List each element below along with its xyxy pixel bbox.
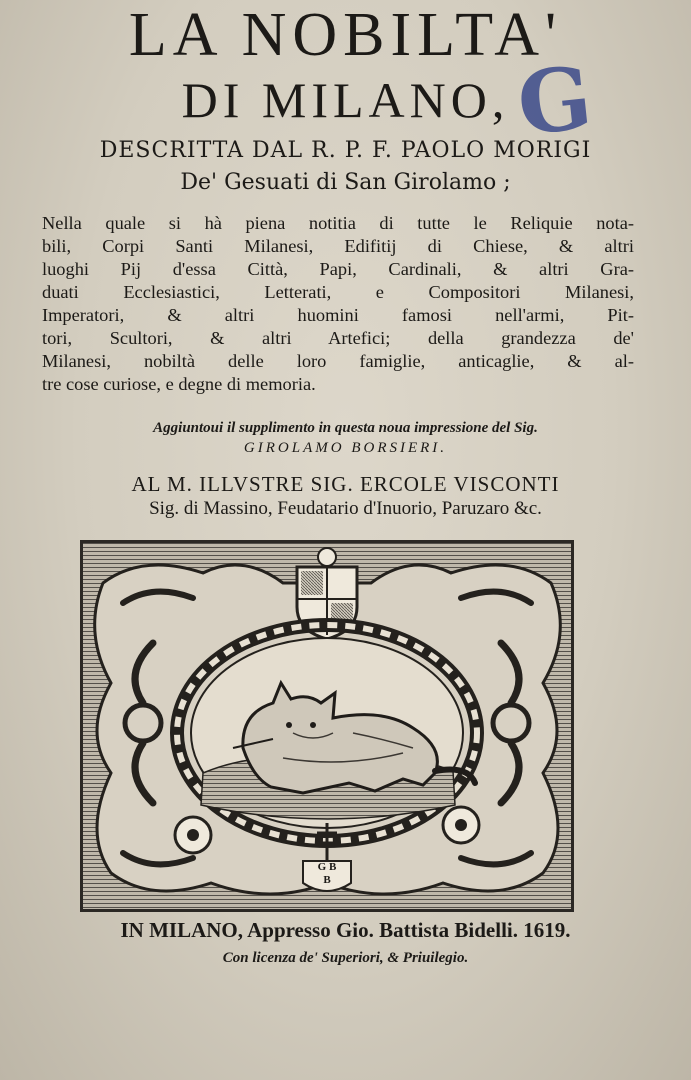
description-line: Imperatori, & altri huomini famosi nell'armi, Pit- xyxy=(42,305,634,325)
dedication-line: AL M. ILLVSTRE SIG. ERCOLE VISCONTI xyxy=(131,472,560,496)
description-line: Milanesi, nobiltà delle loro famiglie, anticaglie, & al- xyxy=(42,351,634,371)
description-line: Nella quale si hà piena notitia di tutte le Reliquie nota- xyxy=(42,213,634,233)
engraved-cartouche xyxy=(80,540,574,912)
rose-ornament-left xyxy=(175,817,211,853)
title-line-1: LA NOBILTA' xyxy=(128,1,563,69)
library-stamp: G xyxy=(513,47,597,156)
monogram xyxy=(299,861,355,887)
rose-ornament-right xyxy=(443,807,479,843)
imprint-line: IN MILANO, Appresso Gio. Battista Bidelli. 1619. xyxy=(120,918,571,942)
supplement-author: GIROLAMO BORSIERI. xyxy=(243,440,448,456)
author-line: DESCRITTA DAL R. P. F. PAOLO MORIGI xyxy=(99,138,592,163)
monogram-letter: G xyxy=(317,861,327,873)
description-line: luoghi Pij d'essa Città, Papi, Cardinali, & altri Gra- xyxy=(42,259,634,279)
cartouche-engraving xyxy=(83,543,571,909)
description-paragraph xyxy=(42,212,634,396)
monogram-letter: B xyxy=(323,874,331,886)
description-line: tori, Scultori, & altri Artefici; della grandezza de' xyxy=(42,328,634,348)
description-line: bili, Corpi Santi Milanesi, Edifitij di Chiese, & altri xyxy=(42,236,634,256)
description-line: duati Ecclesiastici, Letterati, e Compositori Milanesi, xyxy=(42,282,634,302)
license-line: Con licenza de' Superiori, & Priuilegio. xyxy=(222,950,469,966)
monogram-letter: B xyxy=(328,861,337,873)
author-order-line: De' Gesuati di San Girolamo ; xyxy=(180,170,511,195)
dedication-titles: Sig. di Massino, Feudatario d'Inuorio, Paruzaro &c. xyxy=(149,498,542,519)
description-line: tre cose curiose, e degne di memoria. xyxy=(42,374,316,394)
title-line-2: DI MILANO, xyxy=(181,72,510,128)
supplement-line: Aggiuntoui il supplimento in questa noua impressione del Sig. xyxy=(153,420,538,436)
